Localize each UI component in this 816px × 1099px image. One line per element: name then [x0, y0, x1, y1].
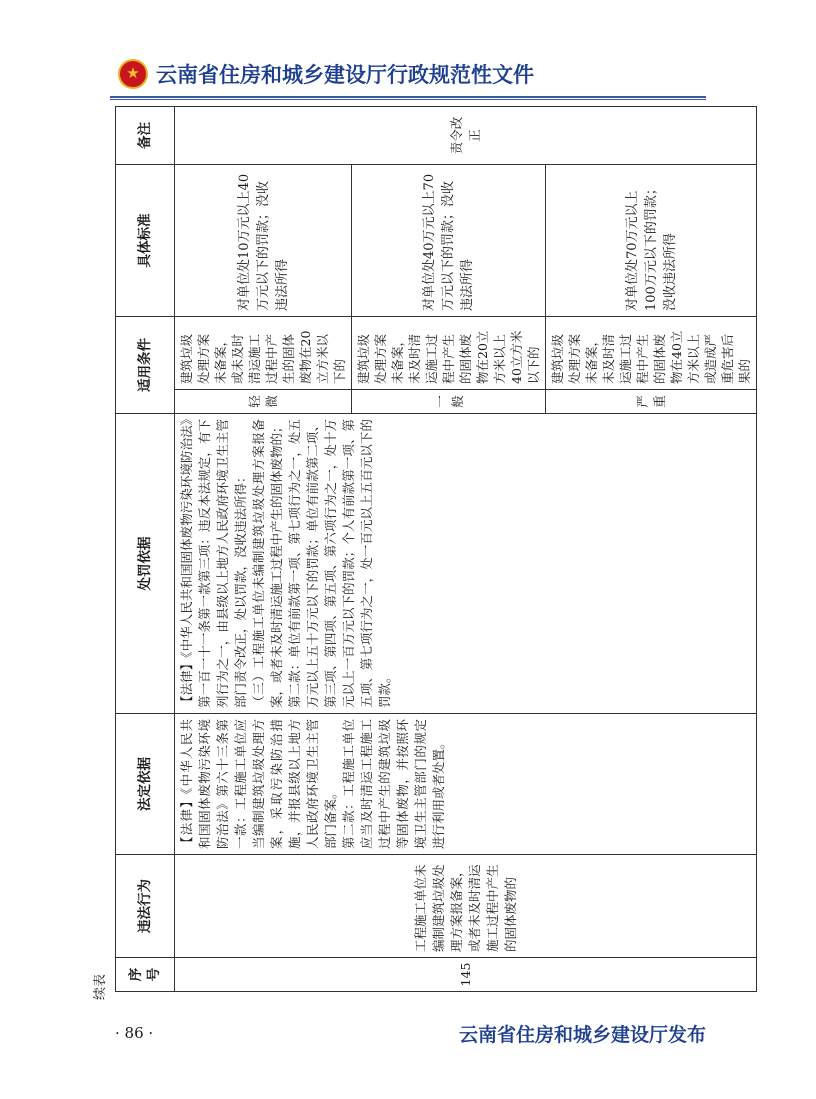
national-emblem-icon [118, 59, 148, 89]
table-row [175, 107, 352, 992]
table-header-row [116, 107, 175, 992]
condition-general: 建筑垃圾处理方案未备案，未及时清运施工过程中产生的固体废物在20立方米以上40立方米以下的 [352, 317, 546, 390]
header-remarks: 备注 [116, 107, 175, 165]
header-penalty-basis: 处罚依据 [116, 414, 175, 714]
standard-general: 对单位处40万元以上70万元以下的罚款；没收违法所得 [352, 165, 546, 317]
penalty-basis-para: 【法律】《中华人民共和国固体废物污染环境防治法》第一百一十一条第一款第三项：违反本法规定，有下列行为之一，由县级以上地方人民政府环境卫生主管部门责令改正，处以罚款，没收违法所得： [179, 419, 248, 708]
cell-remarks: 责令改正 [175, 107, 757, 165]
cell-legal-basis [175, 714, 757, 855]
header-rule [110, 96, 706, 98]
continuation-label: 续表 [93, 973, 108, 1000]
level-serious: 严重 [546, 390, 757, 414]
document-header [118, 56, 534, 92]
header-title: 云南省住房和城乡建设厅行政规范性文件 [156, 63, 534, 87]
condition-minor: 建筑垃圾处理方案未备案，或未及时清运施工过程中产生的固体废物在20立方米以下的 [175, 317, 352, 390]
penalty-basis-para: 第二款：单位有前款第一项、第七项行为之一，处五万元以上五十万元以下的罚款；单位有前款第二项、第三项、第四项、第五项、第六项行为之一，处十万元以上一百万元以下的罚款；个人有前款第一项、第五项、第七项行为之一，处一百元以上五百元以下的罚款。 [287, 419, 392, 708]
penalty-basis-para: （三）工程施工单位未编制建筑垃圾处理方案报备案，或者未及时清运施工过程中产生的固体废物的； [251, 419, 284, 708]
condition-serious: 建筑垃圾处理方案未备案，未及时清运施工过程中产生的固体废物在40立方米以上或造成严重危害后果的 [546, 317, 757, 390]
standard-minor: 对单位处10万元以上40万元以下的罚款；没收违法所得 [175, 165, 352, 317]
header-rule-thin [110, 99, 706, 100]
header-legal-basis: 法定依据 [116, 714, 175, 855]
cell-penalty-basis [175, 414, 757, 714]
header-seq: 序号 [116, 958, 175, 992]
cell-violation: 工程施工单位未编制建筑垃圾处理方案报备案，或者未及时清运施工过程中产生的固体废物的 [175, 855, 757, 958]
header-conditions: 适用条件 [116, 317, 175, 414]
page-number: · 86 · [115, 1024, 154, 1042]
cell-seq: 145 [175, 958, 757, 992]
standard-serious: 对单位处70万元以上100万元以下的罚款；没收违法所得 [546, 165, 757, 317]
footer-publisher: 云南省住房和城乡建设厅发布 [458, 1024, 706, 1046]
level-minor: 轻微 [175, 390, 352, 414]
legal-basis-para: 第二款：工程施工单位应当及时清运工程施工过程中产生的建筑垃圾等固体废物，并按照环境卫生主管部门的规定进行利用或者处置。 [341, 719, 446, 849]
header-violation: 违法行为 [116, 855, 175, 958]
level-general: 一般 [352, 390, 546, 414]
rotated-table-block [93, 107, 752, 1000]
header-standard: 具体标准 [116, 165, 175, 317]
legal-basis-para: 【法律】《中华人民共和国固体废物污染环境防治法》第六十三条第一款：工程施工单位应当编制建筑垃圾处理方案，采取污染防治措施，并报县级以上地方人民政府环境卫生主管部门备案。 [179, 719, 338, 849]
penalty-standard-table [115, 106, 757, 992]
